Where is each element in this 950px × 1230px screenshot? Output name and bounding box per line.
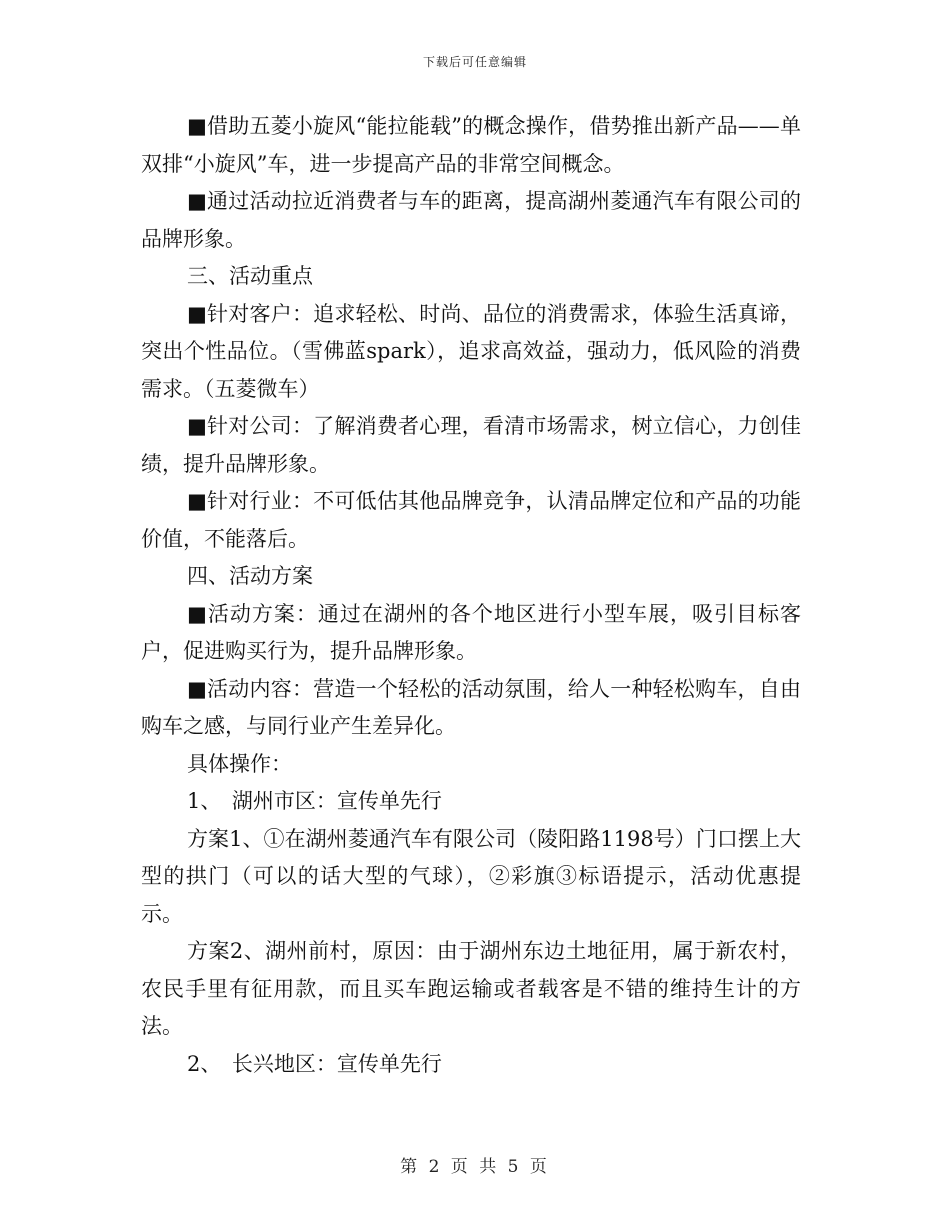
- page-header: 下载后可任意编辑: [422, 55, 527, 69]
- paragraph-target-company: ■针对公司：了解消费者心理，看清市场需求，树立信心，力创佳绩，提升品牌形象。: [141, 414, 801, 476]
- section-heading-plan: 四、活动方案: [187, 564, 313, 588]
- paragraph-target-customers: ■针对客户：追求轻松、时尚、品位的消费需求，体验生活真谛，突出个性品位。（雪佛蓝spark），追求高效益，强动力，低风险的消费需求。（五菱微车）: [141, 301, 801, 401]
- list-item-huzhou-city: 1、 湖州市区：宣传单先行: [187, 789, 442, 813]
- list-item-changxing: 2、 长兴地区：宣传单先行: [187, 1051, 442, 1076]
- paragraph-plan-2: 方案2、湖州前村，原因：由于湖州东边土地征用，属于新农村，农民手里有征用款，而且买车跑运输或者载客是不错的维持生计的方法。: [141, 939, 801, 1038]
- paragraph-operations-heading: 具体操作：: [187, 751, 292, 776]
- paragraph-concept: ■借助五菱小旋风“能拉能载”的概念操作，借势推出新产品——单双排“小旋风”车，进一步提高产品的非常空间概念。: [141, 114, 801, 176]
- paragraph-activity-content: ■活动内容：营造一个轻松的活动氛围，给人一种轻松购车，自由购车之感，与同行业产生差异化。: [141, 676, 801, 738]
- paragraph-activity-plan: ■活动方案：通过在湖州的各个地区进行小型车展，吸引目标客户，促进购买行为，提升品牌形象。: [141, 601, 801, 663]
- page-footer: 第 2 页 共 5 页: [400, 1157, 550, 1177]
- section-heading-focus: 三、活动重点: [187, 264, 313, 288]
- paragraph-brand-image: ■通过活动拉近消费者与车的距离，提高湖州菱通汽车有限公司的品牌形象。: [141, 189, 801, 251]
- paragraph-target-industry: ■针对行业：不可低估其他品牌竞争，认清品牌定位和产品的功能价值，不能落后。: [141, 489, 801, 551]
- paragraph-plan-1: 方案1、①在湖州菱通汽车有限公司（陵阳路1198号）门口摆上大型的拱门（可以的话大型的气球），②彩旗③标语提示，活动优惠提示。: [141, 826, 801, 926]
- document-body: [141, 108, 801, 1083]
